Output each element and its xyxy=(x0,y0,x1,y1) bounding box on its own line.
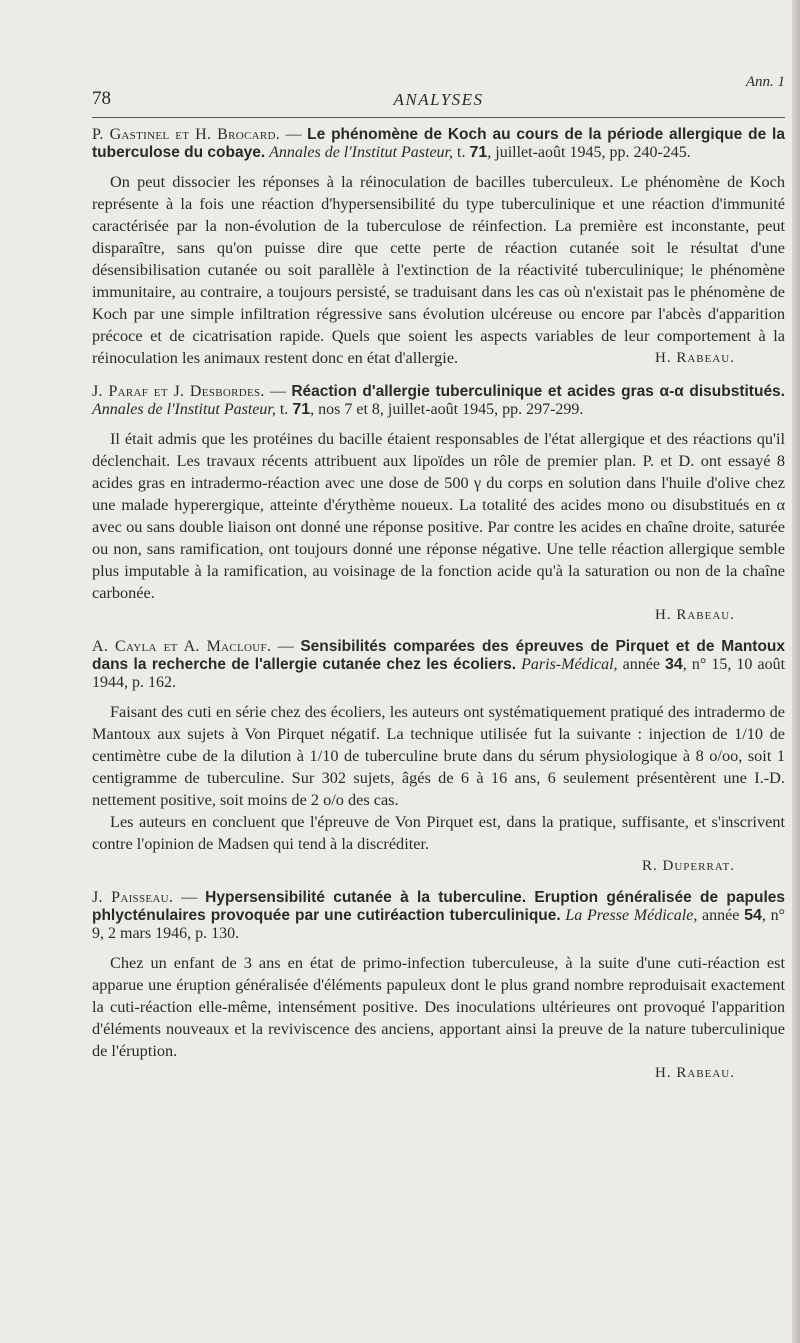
analysis-entry xyxy=(92,889,785,1082)
article-title: Le phénomène de Koch au cours de la période allergique de la tuberculose du cobaye. xyxy=(92,126,785,161)
authors: A. Cayla et A. Maclouf. xyxy=(92,638,272,655)
volume-prefix: t. xyxy=(275,401,293,418)
authors: J. Paraf et J. Desbordes. xyxy=(92,383,265,400)
citation-details: , n° 9, 2 mars 1946, p. 130. xyxy=(92,907,785,942)
analysis-entry xyxy=(92,638,785,875)
signature: H. Rabeau. xyxy=(655,1065,735,1081)
separator: — xyxy=(271,638,301,655)
journal-name: La Presse Médicale, xyxy=(565,907,698,924)
handwritten-annotation: Ann. 1 xyxy=(745,74,785,90)
journal-name: Annales de l'Institut Pasteur, xyxy=(92,401,276,418)
separator: — xyxy=(280,126,308,143)
article-title: Hypersensibilité cutanée à la tuberculine. Eruption généralisée de papules phlycténulaires provoquée par une cutiréaction tuberculinique. xyxy=(92,889,785,924)
volume-number: 71 xyxy=(292,401,311,418)
volume-number: 71 xyxy=(469,144,488,161)
volume-number: 54 xyxy=(744,907,762,924)
header-rule xyxy=(92,117,785,118)
page-header xyxy=(92,74,785,116)
citation xyxy=(92,126,785,162)
separator: — xyxy=(173,889,206,906)
article-title: Sensibilités comparées des épreuves de Pirquet et de Mantoux dans la recherche de l'allergie cutanée chez les écoliers. xyxy=(92,638,786,673)
abstract-paragraph: Faisant des cuti en série chez des écoliers, les auteurs ont systématiquement pratiqué des intradermo de Mantoux aux sujets à Von Pirquet négatif. La technique utilisée fut la suivante : injection de 1/10 de centimètre cube de la dilution à 1/10 de tuberculine brute dans du sérum physiologique à 8 o/oo, soit 1 centigramme de tuberculine. Sur 302 sujets, âgés de 6 à 16 ans, 6 seulement présentèrent une I.-D. nettement positive, soit moins de 2 o/o des cas. xyxy=(92,702,785,809)
volume-prefix: année xyxy=(617,656,665,673)
journal-name: Paris-Médical, xyxy=(521,656,618,673)
volume-prefix: année xyxy=(697,907,745,924)
running-title: ANALYSES xyxy=(393,90,484,109)
citation-details: , nos 7 et 8, juillet-août 1945, pp. 297-299. xyxy=(310,401,584,418)
citation xyxy=(92,383,785,419)
signature: H. Rabeau. xyxy=(655,607,735,623)
authors: J. Paisseau. xyxy=(92,889,174,906)
abstract-paragraph: Il était admis que les protéines du bacille étaient responsables de l'état allergique et des réactions qu'il déclenchait. Les travaux récents attribuent aux lipoïdes un rôle de premier plan. P. et D. ont essayé 8 acides gras en intradermo-réaction avec une dose de 500 γ du corps en solution dans l'huile d'olive chez une malade hyperergique, atteinte d'érythème noueux. La totalité des acides mono ou disubstitués en α avec ou sans double liaison ont donné une réponse positive. Par contre les acides en chaîne droite, saturée ou non, sans ramification, ont toujours donné une réponse négative. Une telle réaction allergique semble plus imputable à la ramification, au voisinage de la fonction acide qu'à la saturation ou non de la chaîne carbonée. xyxy=(92,429,785,602)
page-edge-shadow xyxy=(792,0,800,1343)
abstract-paragraph: Chez un enfant de 3 ans en état de primo-infection tuberculeuse, à la suite d'une cuti-réaction est apparue une éruption généralisée d'éléments papuleux dont le plus grand nombre reproduisait exactement la cuti-réaction elle-même, intensément positive. Des inoculations ultérieures ont provoqué l'apparition d'éléments nouveaux et la reviviscence des anciens, apportant ainsi la preuve de la nature tuberculinique de l'éruption. xyxy=(92,953,785,1060)
page-number: 78 xyxy=(92,88,111,109)
signature: R. Duperrat. xyxy=(642,858,735,874)
paragraph-text: On peut dissocier les réponses à la réinoculation de bacilles tuberculeux. Le phénomène de Koch représente à la fois une réaction d'hypersensibilité du type tuberculinique et une réaction d'immunité caractérisée par la non-évolution de la tuberculose de réinfection. La première est inconstante, peut disparaître, sans qu'on puisse dire que cette perte de réaction cutanée soit le résultat d'une désensibilisation cutanée ou soit parallèle à l'extinction de la réactivité tuberculinique; le phénomène immunitaire, au contraire, a toujours persisté, se traduisant dans les cas où n'existait pas le phénomène de Koch par une simple infiltration régressive sans évolution ulcéreuse ou encore par l'abcès d'apparition précoce et de cicatrisation rapide. Quels que soient les aspects variables de leur comportement à la réinoculation les animaux restent donc en état d'allergie. xyxy=(92,172,785,367)
citation-details: , juillet-août 1945, pp. 240-245. xyxy=(487,144,691,161)
citation xyxy=(92,638,785,692)
signature: H. Rabeau. xyxy=(655,350,735,366)
abstract-paragraph: Les auteurs en concluent que l'épreuve de Von Pirquet est, dans la pratique, suffisante, et s'inscrivent contre l'opinion de Madsen qui tend à la discréditer. xyxy=(92,812,785,853)
analyses-content xyxy=(92,126,785,1096)
citation xyxy=(92,889,785,943)
separator: — xyxy=(264,383,292,400)
analysis-entry xyxy=(92,126,785,369)
analysis-entry xyxy=(92,383,785,624)
authors: P. Gastinel et H. Brocard. xyxy=(92,126,281,143)
journal-name: Annales de l'Institut Pasteur, xyxy=(269,144,453,161)
article-title: Réaction d'allergie tuberculinique et acides gras α-α disubstitués. xyxy=(291,383,785,400)
volume-prefix: t. xyxy=(453,144,470,161)
volume-number: 34 xyxy=(665,656,683,673)
citation-details: , n° 15, 10 août 1944, p. 162. xyxy=(92,656,786,691)
abstract-paragraph xyxy=(92,171,785,369)
